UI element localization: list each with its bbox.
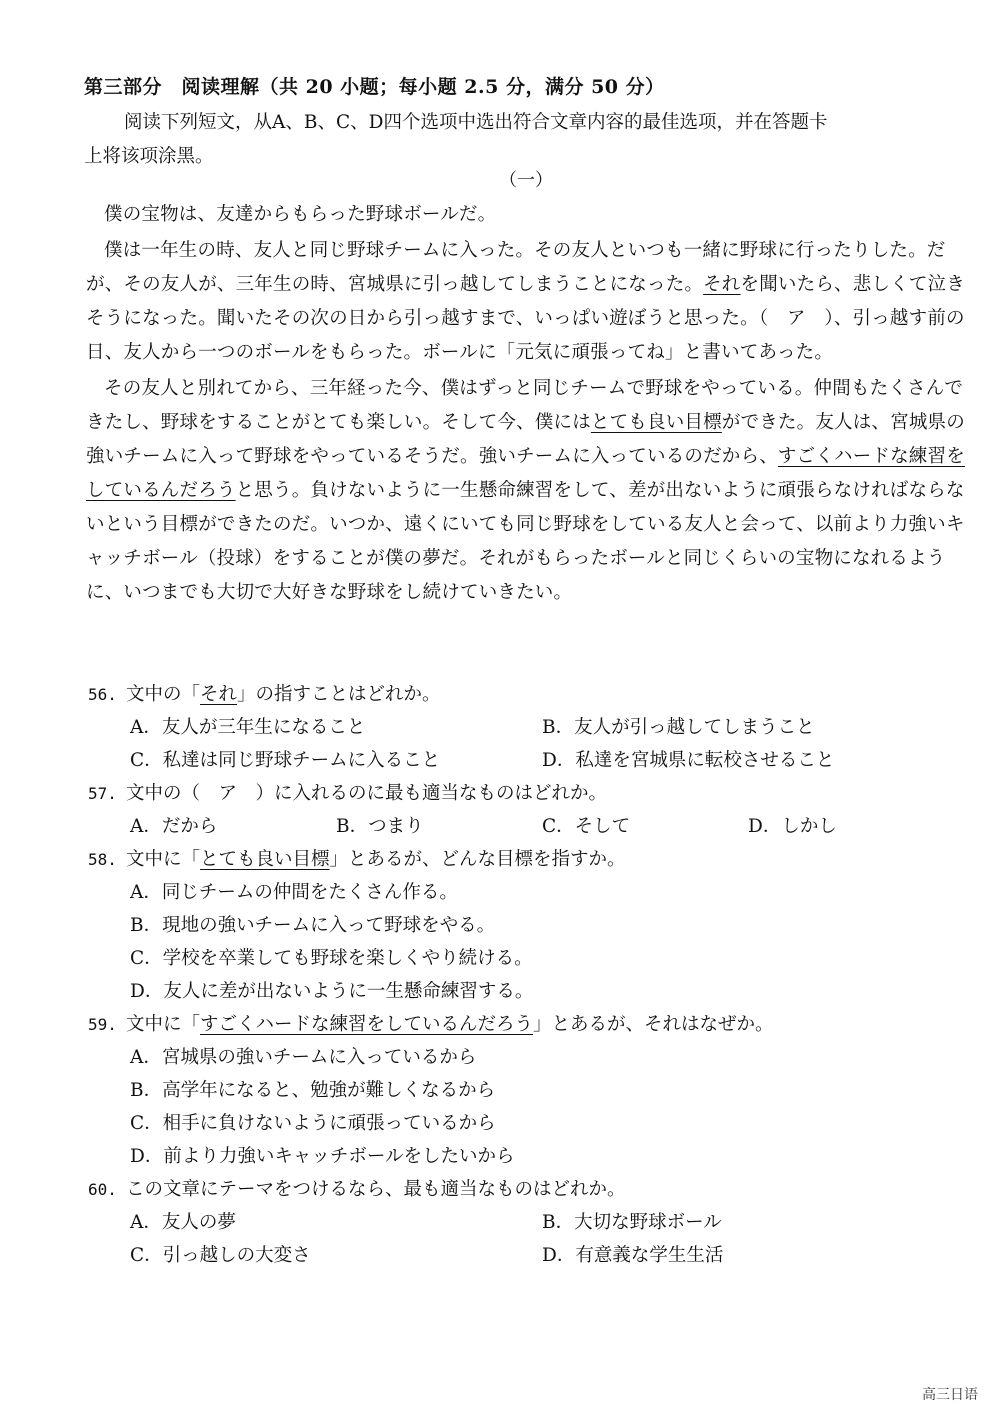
question-list	[88, 678, 968, 1272]
option-a[interactable]: A．だから	[130, 816, 218, 837]
option-c[interactable]: C．学校を卒業しても野球を楽しくやり続ける。	[130, 948, 533, 969]
options	[88, 1206, 968, 1272]
options	[88, 711, 968, 777]
option-d[interactable]: D．有意義な学生生活	[542, 1245, 724, 1266]
question-stem-b: 」の指すことはどれか。	[237, 684, 441, 705]
question-56	[88, 678, 968, 777]
question-stem-a: 文中の（ ア ）に入れるのに最も適当なものはどれか。	[126, 783, 608, 804]
option-a[interactable]: A．同じチームの仲間をたくさん作る。	[130, 882, 458, 903]
options	[88, 810, 968, 843]
instruction-line-2: 上将该项涂黑。	[84, 146, 214, 167]
instructions	[84, 106, 974, 174]
corner-label: 高三日语	[922, 1387, 978, 1403]
question-stem-underline: それ	[200, 684, 238, 705]
reading-passage	[86, 198, 974, 612]
underlined-sore: それ	[703, 274, 741, 295]
paragraph-3-text-b: ができた。友人は、宮城県の強いチームに入って野球をやっているそうだ。強いチームに入っているのだから、	[86, 412, 965, 467]
paragraph-3-text-a: その友人と別れてから、三年経った今、僕はずっと同じチームで野球をやっている。仲間もたくさんできたし、野球をすることがとても楽しい。そして今、僕には	[86, 378, 964, 433]
option-b[interactable]: B．友人が引っ越してしまうこと	[542, 717, 815, 738]
options	[88, 1041, 968, 1173]
option-d[interactable]: D．しかし	[748, 816, 837, 837]
question-59	[88, 1008, 968, 1173]
option-b[interactable]: B．つまり	[336, 816, 424, 837]
question-number: 60.	[88, 1180, 117, 1199]
option-d[interactable]: D．私達を宮城県に転校させること	[542, 750, 835, 771]
paragraph-1: 僕の宝物は、友達からもらった野球ボールだ。	[104, 204, 497, 225]
option-c[interactable]: C．私達は同じ野球チームに入ること	[130, 750, 441, 771]
question-number: 56.	[88, 685, 117, 704]
passage-number: （一）	[499, 170, 553, 191]
question-number: 58.	[88, 850, 117, 869]
question-58	[88, 843, 968, 1008]
option-b[interactable]: B．大切な野球ボール	[542, 1212, 722, 1233]
option-d[interactable]: D．前より力強いキャッチボールをしたいから	[130, 1146, 515, 1167]
question-stem-a: 文中の「	[126, 684, 201, 705]
question-number: 57.	[88, 784, 117, 803]
options	[88, 876, 968, 1008]
question-stem-a: この文章にテーマをつけるなら、最も適当なものはどれか。	[126, 1179, 626, 1200]
question-stem-b: 」とあるが、それはなぜか。	[533, 1014, 774, 1035]
underlined-hard-practice: すごくハードな練習をしているんだろう	[86, 446, 965, 501]
question-stem-a: 文中に「	[126, 849, 201, 870]
paragraph-2-text-a: 僕は一年生の時、友人と同じ野球チームに入った。その友人といつも一緒に野球に行ったりした。だが、その友人が、三年生の時、宮城県に引っ越してしまうことになった。	[86, 240, 946, 295]
instruction-line-1: 阅读下列短文，从A、B、C、D四个选项中选出符合文章内容的最佳选项，并在答题卡	[124, 112, 828, 133]
question-57	[88, 777, 968, 843]
option-c[interactable]: C．そして	[542, 816, 631, 837]
question-stem-a: 文中に「	[126, 1014, 201, 1035]
option-d[interactable]: D．友人に差が出ないように一生懸命練習する。	[130, 981, 534, 1002]
option-c[interactable]: C．引っ越しの大変さ	[130, 1245, 311, 1266]
option-b[interactable]: B．現地の強いチームに入って野球をやる。	[130, 915, 496, 936]
option-b[interactable]: B．高学年になると、勉強が難しくなるから	[130, 1080, 496, 1101]
question-stem-underline: すごくハードな練習をしているんだろう	[200, 1014, 534, 1035]
option-a[interactable]: A．宮城県の強いチームに入っているから	[130, 1047, 477, 1068]
paragraph-2	[86, 234, 974, 370]
question-stem-b: 」とあるが、どんな目標を指すか。	[329, 849, 626, 870]
paragraph-3	[86, 372, 974, 610]
option-a[interactable]: A．友人の夢	[130, 1212, 236, 1233]
paragraph-3-text-c: と思う。負けないように一生懸命練習をして、差が出ないように頑張らなければならないという目標ができたのだ。いつか、遠くにいても同じ野球をしている友人と会って、以前より力強いキャッチボール（投球）をすることが僕の夢だ。それがもらったボールと同じくらいの宝物になれるように、いつまでも大切で大好きな野球をし続けていきたい。	[86, 480, 965, 603]
paragraph-2-text-b: を聞いたら、悲しくて泣きそうになった。聞いたその次の日から引っ越すまで、いっぱい遊ぼうと思った。（ ア ）、引っ越す前の日、友人から一つのボールをもらった。ボールに「元気に頑張ってね」と書いてあった。	[86, 274, 965, 363]
underlined-goal: とても良い目標	[590, 412, 722, 433]
question-stem-underline: とても良い目標	[200, 849, 330, 870]
question-60	[88, 1173, 968, 1272]
option-a[interactable]: A．友人が三年生になること	[130, 717, 366, 738]
question-number: 59.	[88, 1015, 117, 1034]
option-c[interactable]: C．相手に負けないように頑張っているから	[130, 1113, 496, 1134]
section-title: 第三部分 阅读理解（共 20 小题；每小题 2.5 分，满分 50 分）	[84, 76, 665, 98]
